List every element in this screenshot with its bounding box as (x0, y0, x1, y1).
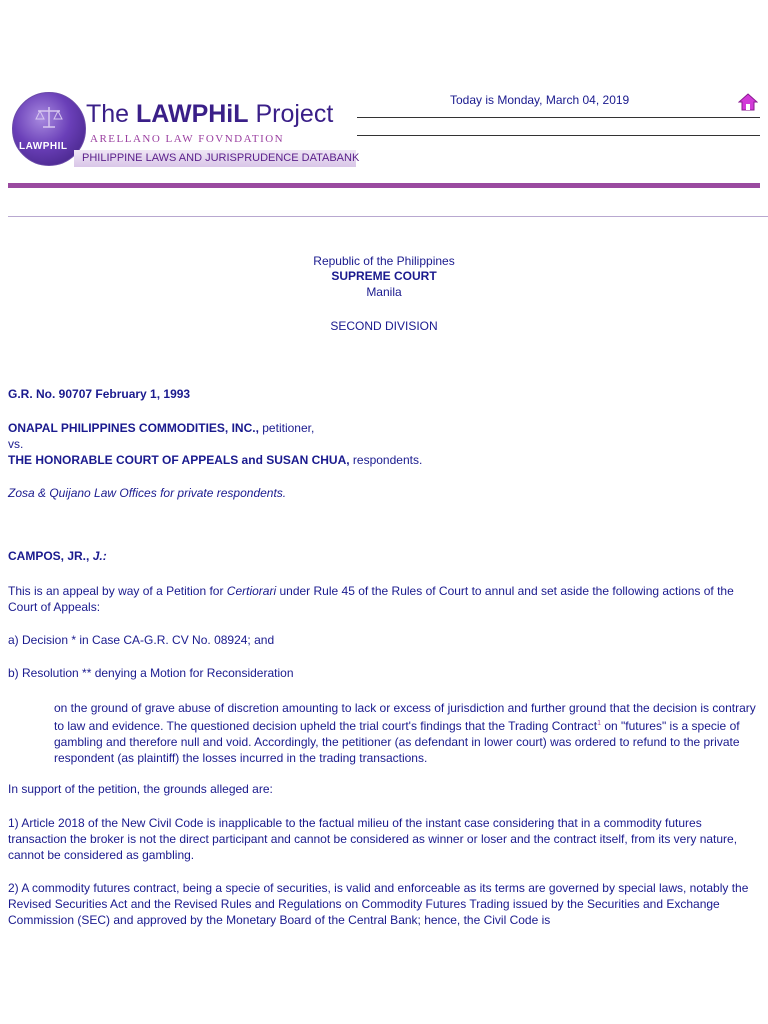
republic-line: Republic of the Philippines (313, 254, 455, 268)
item-b-resolution: b) Resolution ** denying a Motion for Reconsideration (8, 666, 294, 680)
logo-title-suffix: Project (248, 100, 334, 128)
respondent-name: THE HONORABLE COURT OF APPEALS and SUSAN CHUA, (8, 453, 350, 467)
logo-tagline-bar (74, 150, 360, 167)
division: SECOND DIVISION (330, 319, 438, 333)
court-city: Manila (366, 285, 402, 299)
counsel-line: Zosa & Quijano Law Offices for private respondents. (8, 486, 287, 500)
logo-title-bold: LAWPHiL (136, 100, 249, 128)
court-name: SUPREME COURT (331, 269, 437, 283)
item-a-decision: a) Decision * in Case CA-G.R. CV No. 08924; and (8, 633, 275, 647)
scales-of-justice-icon (35, 105, 63, 129)
versus: vs. (8, 437, 24, 451)
p1-italic: Certiorari (226, 584, 277, 598)
petitioner-name: ONAPAL PHILIPPINES COMMODITIES, INC., (8, 421, 259, 435)
today-date: Today is Monday, March 04, 2019 (450, 93, 630, 107)
ponente-line (8, 548, 756, 564)
petitioner-line (8, 420, 756, 436)
logo-subtitle: ARELLANO LAW FOVNDATION (90, 133, 285, 145)
logo-title-prefix: The (86, 100, 137, 128)
paragraph-intro (8, 583, 756, 615)
p1-a: This is an appeal by way of a Petition for (8, 584, 227, 598)
case-number: G.R. No. 90707 February 1, 1993 (8, 387, 191, 401)
logo-tagline: PHILIPPINE LAWS AND JURISPRUDENCE DATABANK (82, 152, 360, 164)
footnote-ref-1[interactable]: 1 (597, 720, 601, 727)
p1-b: under Rule 45 of the Rules of Court to annul and set aside the following actions of the Court of Appeals: (8, 584, 734, 614)
logo-badge-text: LAWPHIL (19, 141, 68, 152)
respondent-line (8, 452, 756, 468)
home-icon[interactable] (738, 92, 758, 112)
paragraph-support: In support of the petition, the grounds alleged are: (8, 782, 273, 796)
p4-a: on the ground of grave abuse of discretion amounting to lack or excess of jurisdiction and further ground that the decision is contrary to law and evidence. The questioned decision upheld the trial court's findings that the Trading Contract (54, 701, 756, 733)
respondent-role: respondents. (349, 453, 423, 467)
petitioner-role: petitioner, (258, 421, 315, 435)
header-rule-top (357, 117, 760, 118)
header-rule-bottom (357, 135, 760, 136)
ponente-name: CAMPOS, JR., (8, 549, 93, 563)
header-accent-bar (8, 183, 760, 188)
site-header (8, 88, 760, 192)
content-divider (8, 216, 768, 217)
paragraph-grounds-intro (54, 700, 760, 766)
ground-1: 1) Article 2018 of the New Civil Code is inapplicable to the factual milieu of the instant case considering that in a commodity futures transaction the broker is not the direct participant and cannot be considered as winner or loser and the contract itself, from its very nature, cannot be considered as gambling. (8, 816, 738, 862)
p4-b: on "futures" is a specie of gambling and therefore null and void. Accordingly, the petitioner (as defendant in lower court) was ordered to refund to the private respondent (as plaintiff) the losses incurred in the trading transactions. (54, 719, 740, 765)
ground-2: 2) A commodity futures contract, being a specie of securities, is valid and enforceable as its terms are governed by special laws, notably the Revised Securities Act and the Revised Rules and Regulations on Commodity Futures Trading issued by the Securities and Exchange Commission (SEC) and approved by the Monetary Board of the Central Bank; hence, the Civil Code is (8, 881, 749, 927)
ponente-title: J.: (92, 549, 107, 563)
logo-title[interactable] (86, 100, 333, 129)
